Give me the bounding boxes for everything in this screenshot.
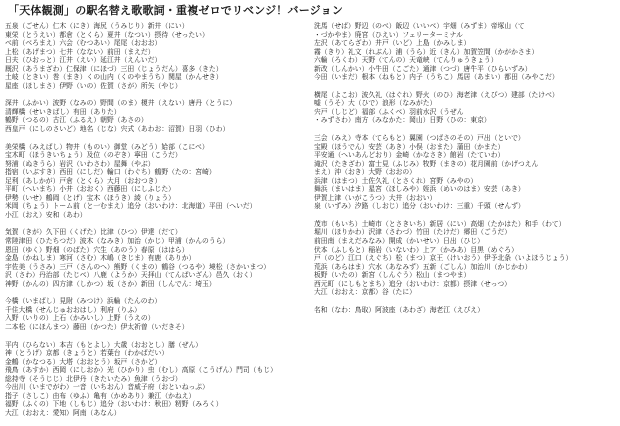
lyric-line: 嘘（うそ）大（ひで）浪形（なみがた） [314, 99, 437, 108]
lyric-line: 入野（いりの）上石（かみいし）上野（うえの） [5, 314, 155, 323]
lyric-line: 大江（おおえ：愛知）阿南（あなん） [5, 408, 121, 417]
lyric-line: 日夫（ひおっと）江井（えい）延江井（えんいだ） [5, 56, 162, 65]
lyric-line: 金島（かねしま）寒河（さむ）木嶋（きじま）有鹿（ありか） [5, 254, 196, 263]
lyric-line: 今田（いまだ）根本（ねもと）内子（うちこ）馬居（あまい）都田（みやこだ） [314, 73, 559, 82]
lyric-line: 堀川（ほりかわ）沢津（さわづ）竹田（たけだ）郷田（ごうだ） [314, 228, 512, 237]
lyric-line: 深井（ふかい）波野（なみの）野間（のま）榎井（えない）唐丹（とうに） [5, 99, 237, 108]
lyric-line: 常陸津田（ひたちつだ）波木（なみき）加治（かじ）甲浦（かんのうら） [5, 237, 230, 246]
lyric-line: 美栄橋（みえばし）物井（ものい）御堂（みどう）姶部（こにべ） [5, 142, 209, 151]
lyric-line: 金鶴（かなつる）大塔（おおとう）坂戸（さかど） [5, 357, 162, 366]
lyric-line: 恩田（ゆく）野畑（のばた）穴生（あのう）春原（ははら） [5, 245, 189, 254]
lyric-line: 名和（なわ：鳥取）阿波座（あわざ）海老江（えびえ） [314, 305, 484, 314]
lyric-line: 福野（ふくの）下地（しもじ）追分（おいわけ：秋田）籾野（みろく） [5, 400, 223, 409]
lyric-block-9 [314, 134, 614, 211]
lyric-line: 伊勢（いせ）鶴岡（とげ）宝木（ほうき）綾（りょう） [5, 193, 175, 202]
lyric-line: 大江（おおえ：京都）谷（たに） [314, 288, 416, 297]
lyric-block-4 [5, 228, 305, 288]
lyric-line: 舞浜（まいはま）星宮（ほしみや）姪浜（めいのはま）安芸（あき） [314, 185, 525, 194]
lyric-block-1 [5, 22, 305, 90]
lyric-line: 荒浜（あらはま）穴水（あなみず）五新（ごしん）加治川（かじかわ） [314, 262, 532, 271]
lyric-line: 横尾（よこお）波久礼（はぐれ）野火（のひ）海老津（えびつ）建部（たけべ） [314, 90, 559, 99]
lyric-line: 宍戸（しじど）福部（ふくべ）羽前水沢（うぜん [314, 107, 464, 116]
lyric-line: 星座（ほしまさ）伊野（いの）佐賀（さが）所矢（やじ） [5, 81, 182, 90]
lyric-line: 伊賀上津（いがこうつ）大井（おおい） [314, 193, 437, 202]
lyric-line: 指宿（いぶすき）西田（にしだ）輪口（わぐち）鶴野（たの：宮崎） [5, 168, 216, 177]
lyric-line: 前田南（まえだみなみ）開成（かいせい）日出（ひじ） [314, 237, 484, 246]
lyric-line: 平内（ひらない）本吉（もとよし）大歳（おおとし）膳（ぜん） [5, 340, 203, 349]
right-column [314, 22, 614, 323]
lyric-line: 平町（へいまち）小井（おおく）西藤田（にしふじた） [5, 185, 175, 194]
lyric-line: ・づかやま）廃宮（ひえい）フェリーターミナル [314, 30, 463, 39]
lyric-line: 努浦（ぬきうら）岩沢（いわさわ）屋舞（やぶ） [5, 159, 155, 168]
lyric-line: 洗馬（せば）野辺（のべ）飯辺（いいべ）宇畑（みずま）帝塚山（て [314, 22, 525, 30]
lyric-line: 神野（かんの）四方津（しかつ）坂（さか）新田（しんでん：埼玉） [5, 279, 216, 288]
lyric-line: べ前（べろまえ）六会（むつあい）尾尾（おおお） [5, 39, 162, 48]
lyric-line: 新改（しんかい）小牛田（こごた）通津（つづ）唐牛平（ひらいずみ） [314, 64, 532, 73]
lyric-line: 小江（おえ）安和（あわ） [5, 210, 87, 219]
lyric-line: 宝殿（ほうでん）安芸（あき）小俣（おまた）蒲田（かまた） [314, 142, 505, 151]
lyric-line: 総持寺（そうじじ）北伊丹（きたいたみ）魚津（うおづ） [5, 374, 182, 383]
lyric-line: 千住大橋（せんじゅおおはし）利府（りふ） [5, 305, 141, 314]
lyric-line: 指子（さしこ）由布（ゆふ）亀有（かめあり）兼江（かねえ） [5, 391, 196, 400]
lyric-line: 東栄（とうえい）都倉（とくら）夏井（なつい）摂待（せったい） [5, 30, 209, 39]
lyric-block-5 [5, 297, 305, 331]
lyric-line: 戸（のど）江口（えぐち）松（まつ）京王（けいおう）伊予北条（いよほうじょう） [314, 254, 573, 263]
lyric-line: 板野（いたの）新宮（しんぐう）松山（まつやま） [314, 271, 471, 280]
lyric-line: 鶴野（つるの）古江（ふるえ）朝野（あさの） [5, 116, 148, 125]
lyric-line: 五泉（ごせん）仁木（にき）海尻（うみじり）新井（にい） [5, 22, 189, 30]
lyric-block-2 [5, 99, 305, 133]
lyric-block-8 [314, 91, 614, 125]
lyric-line: 三会（みえ）寺本（てらもと）翼園（つばさのその）戸出（といで） [314, 134, 525, 143]
lyric-line: 西元町（にしもとまち）追分（おいわけ：京都）摂津（せっつ） [314, 279, 511, 288]
lyric-line: 浜津（はまつ）土佐久礼（とさくれ）宮野（みやの） [314, 176, 478, 185]
lyric-line: 厩沢（あうまざわ）仁保津（にほづ）三田（じょうだん）喜多（きた） [5, 64, 223, 73]
lyric-line: 宇佐美（うさみ）三戸（さんのへ）熊野（くまの）鶴谷（つるや）境松（さかいまつ） [5, 262, 271, 271]
lyric-line: 米岡（ちょう）トーム前（と一むまえ）追分（おいわけ：北海道）平田（へいだ） [5, 202, 257, 211]
lyric-line: 霧（きり）礼文（れぶん）浦（うら）近（きん）加賀笠間（かがかさま） [314, 47, 539, 56]
lyric-line: 沢（さわ）丹治部（たじべ）八鹿（ようか）天拝山（てんぱいざん）邑久（おく） [5, 271, 257, 280]
lyric-line: 今橋（いまばし）見附（みつけ）浜輪（たんのわ） [5, 297, 162, 306]
lyric-line: 宝木町（ほうきいちょう）及位（のぞき）寧田（こうだ） [5, 151, 182, 160]
lyric-line: 神（とうげ）京都（きょうと）若葉台（わかばだい） [5, 349, 169, 358]
lyric-line: 西皇戸（にしのさいど）地名（じな）宍式（あわお：沼賀）日羽（ひわ） [5, 125, 230, 134]
lyric-block-6 [5, 341, 305, 418]
lyric-line: 今出川（いまでがわ）一音（いちおん）音威子府（おといねっぷ） [5, 383, 209, 392]
lyric-line: 上松（あげまつ）七井（なない）前田（まえだ） [5, 47, 155, 56]
lyric-block-3 [5, 143, 305, 220]
lyric-line: 土岐（ときい）巻（まき）くの山内（くのやまうち）関屋（かんせき） [5, 73, 223, 82]
lyric-block-10 [314, 220, 614, 297]
lyric-line: 六輪（ろくわ）天野（てんの）天竜峡（てんりゅうきょう） [314, 56, 498, 65]
lyric-block-11 [314, 306, 614, 315]
page-title: 「天体観測」の駅名替え歌歌詞・重複ゼロでリベンジ！バージョン [8, 4, 344, 17]
lyric-line: 平安通（へいあんどおり）金崎（かなさき）館岩（たていわ） [314, 151, 505, 160]
lyric-line: 伏本（ふしもと）稲岩（いないわ）上ア（かみあ）目黒（めぐろ） [314, 245, 518, 254]
lyric-line: 足利（あしかが）戸倉（とくら）大月（おおつき） [5, 176, 162, 185]
lyric-line: 泉（いずみ）汐路（しおじ）追分（おいわけ：三重）千頭（せんず） [314, 202, 525, 211]
lyric-line: 飛鳥（あすか）西岡（にしおか）光（ひかり）虫（むし）高原（こうげん）門司（もじ） [5, 366, 277, 375]
lyric-line: 滝沢（たきざわ）富士見（ふじみ）牧野（まきの）花月園前（かげつえん [314, 159, 539, 168]
left-column [5, 22, 305, 426]
lyric-line: 二本松（にほんまつ）藤田（かつた）伊太祈曽（いだきそ） [5, 322, 189, 331]
lyric-block-7 [314, 22, 614, 82]
lyric-line: 茂市（もいち）土崎市（とさきいち）新居（にい）高畑（たかはた）和手（わて） [314, 219, 566, 228]
lyric-line: 清輝橋（せいきばし）有田（ありた） [5, 107, 121, 116]
lyric-line: まえ）沖（おき）大野（おおの） [314, 168, 416, 177]
lyric-line: 気賀（きが）久下田（くげた）比津（ひつ）伊達（だて） [5, 228, 182, 237]
lyric-line: ・みずさわ）南方（みなかた：岡山）日野（ひの：東京） [314, 116, 491, 125]
lyric-line: 左沢（あてらざわ）井戸（いど）上島（かみしま） [314, 39, 471, 48]
